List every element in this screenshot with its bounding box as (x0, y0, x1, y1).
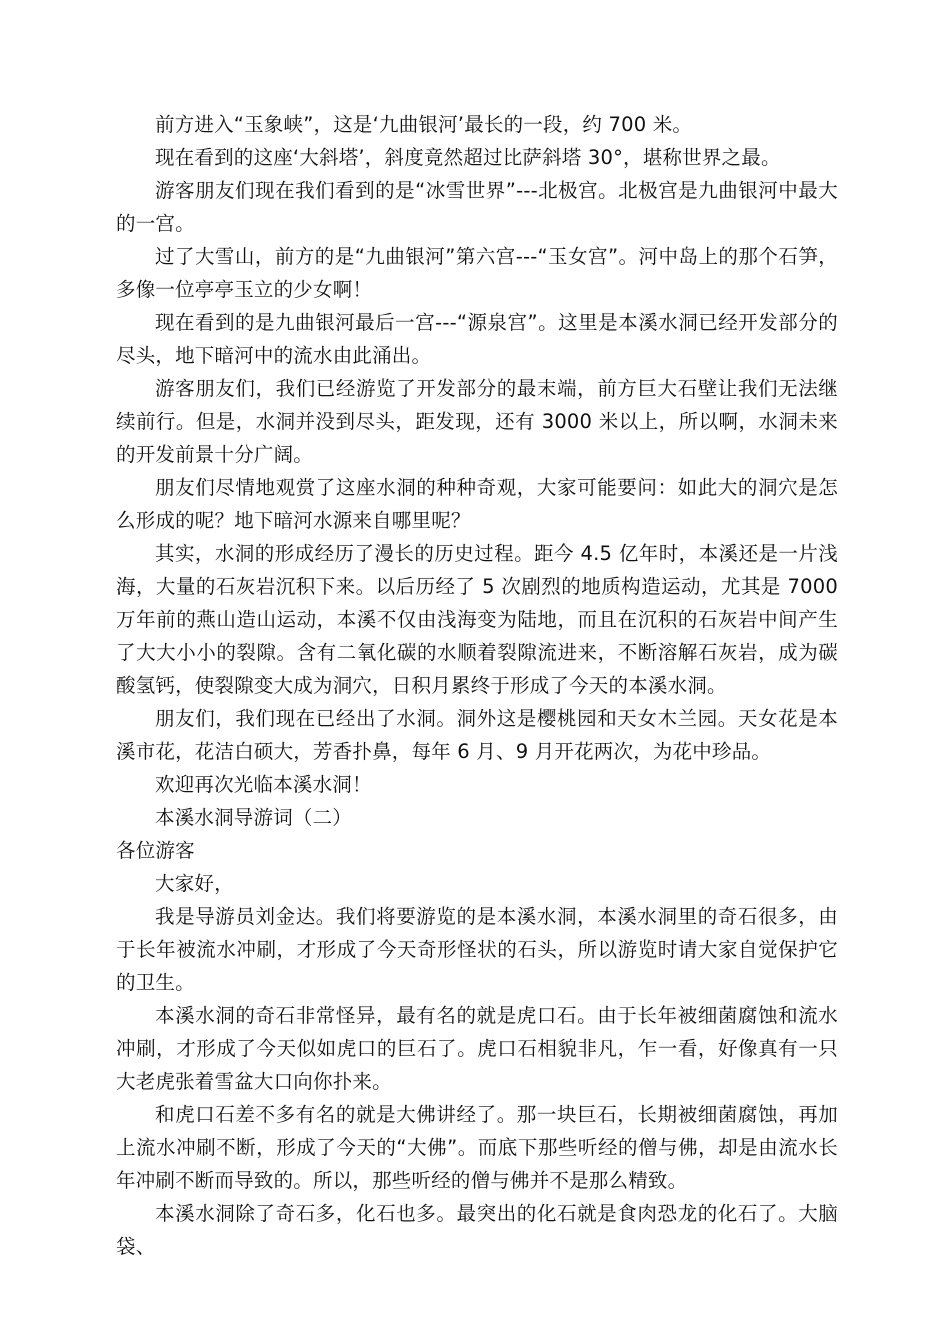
paragraph-tiger-mouth-stone: 本溪水洞的奇石非常怪异，最有名的就是虎口石。由于长年被细菌腐蚀和流水冲刷，才形成了今天似如虎口的巨石了。虎口石相貌非凡，乍一看，好像真有一只大老虎张着雪盆大口向你扑来。 (116, 1004, 838, 1093)
paragraph-fossils: 本溪水洞除了奇石多，化石也多。最突出的化石就是食肉恐龙的化石了。大脑袋、 (116, 1202, 838, 1258)
greeting: 大家好， (155, 872, 234, 895)
paragraph-buddha-lecture: 和虎口石差不多有名的就是大佛讲经了。那一块巨石，长期被细菌腐蚀，再加上流水冲刷不断，形成了今天的“大佛”。而底下那些听经的僧与佛，却是由流水长年冲刷不断而导致的。所以，那些听经的僧与佛并不是那么精致。 (116, 1103, 838, 1192)
salutation: 各位游客 (116, 839, 195, 862)
section-heading: 本溪水洞导游词（二） (155, 806, 353, 829)
paragraph-guide-intro: 我是导游员刘金达。我们将要游览的是本溪水洞，本溪水洞里的奇石很多，由于长年被流水冲刷，才形成了今天奇形怪状的石头，所以游览时请大家自觉保护它的卫生。 (116, 905, 838, 994)
paragraph-formation-history: 其实，水洞的形成经历了漫长的历史过程。距今 4.5 亿年时，本溪还是一片浅海，大量的石灰岩沉积下来。以后历经了 5 次剧烈的地质构造运动，尤其是 7000 万年前的燕山造山运动，本溪不仅由浅海变为陆地，而且在沉积的石灰岩中间产生了大大小小的裂隙。含有二氧化碳的水顺着裂隙流进来，不断溶解石灰岩，成为碳酸氢钙，使裂隙变大成为洞穴，日积月累终于形成了今天的本溪水洞。 (116, 542, 838, 697)
paragraph-spring-palace: 现在看到的是九曲银河最后一宫---“源泉宫”。这里是本溪水洞已经开发部分的尽头，地下暗河中的流水由此涌出。 (116, 311, 838, 367)
paragraph-north-pole-palace: 游客朋友们现在我们看到的是“冰雪世界”---北极宫。北极宫是九曲银河中最大的一宫。 (116, 179, 838, 235)
paragraph-welcome-again: 欢迎再次光临本溪水洞！ (155, 773, 372, 796)
paragraph-jade-elephant-gorge: 前方进入“玉象峡”，这是‘九曲银河’最长的一段，约 700 米。 (155, 113, 693, 136)
paragraph-development-end: 游客朋友们，我们已经游览了开发部分的最末端，前方巨大石壁让我们无法继续前行。但是，水洞并没到尽头，距发现，还有 3000 米以上，所以啊，水洞未来的开发前景十分广阔。 (116, 377, 838, 466)
paragraph-jade-maiden-palace: 过了大雪山，前方的是“九曲银河”第六宫---“玉女宫”。河中岛上的那个石笋，多像一位亭亭玉立的少女啊！ (116, 245, 838, 301)
paragraph-cherry-garden: 朋友们，我们现在已经出了水洞。洞外这是樱桃园和天女木兰园。天女花是本溪市花，花洁白硕大，芳香扑鼻，每年 6 月、9 月开花两次，为花中珍品。 (116, 707, 838, 763)
document-body (116, 108, 838, 1263)
paragraph-formation-question: 朋友们尽情地观赏了这座水洞的种种奇观，大家可能要问：如此大的洞穴是怎么形成的呢？地下暗河水源来自哪里呢？ (116, 476, 838, 532)
paragraph-leaning-tower: 现在看到的这座‘大斜塔’，斜度竟然超过比萨斜塔 30°，堪称世界之最。 (155, 146, 781, 169)
